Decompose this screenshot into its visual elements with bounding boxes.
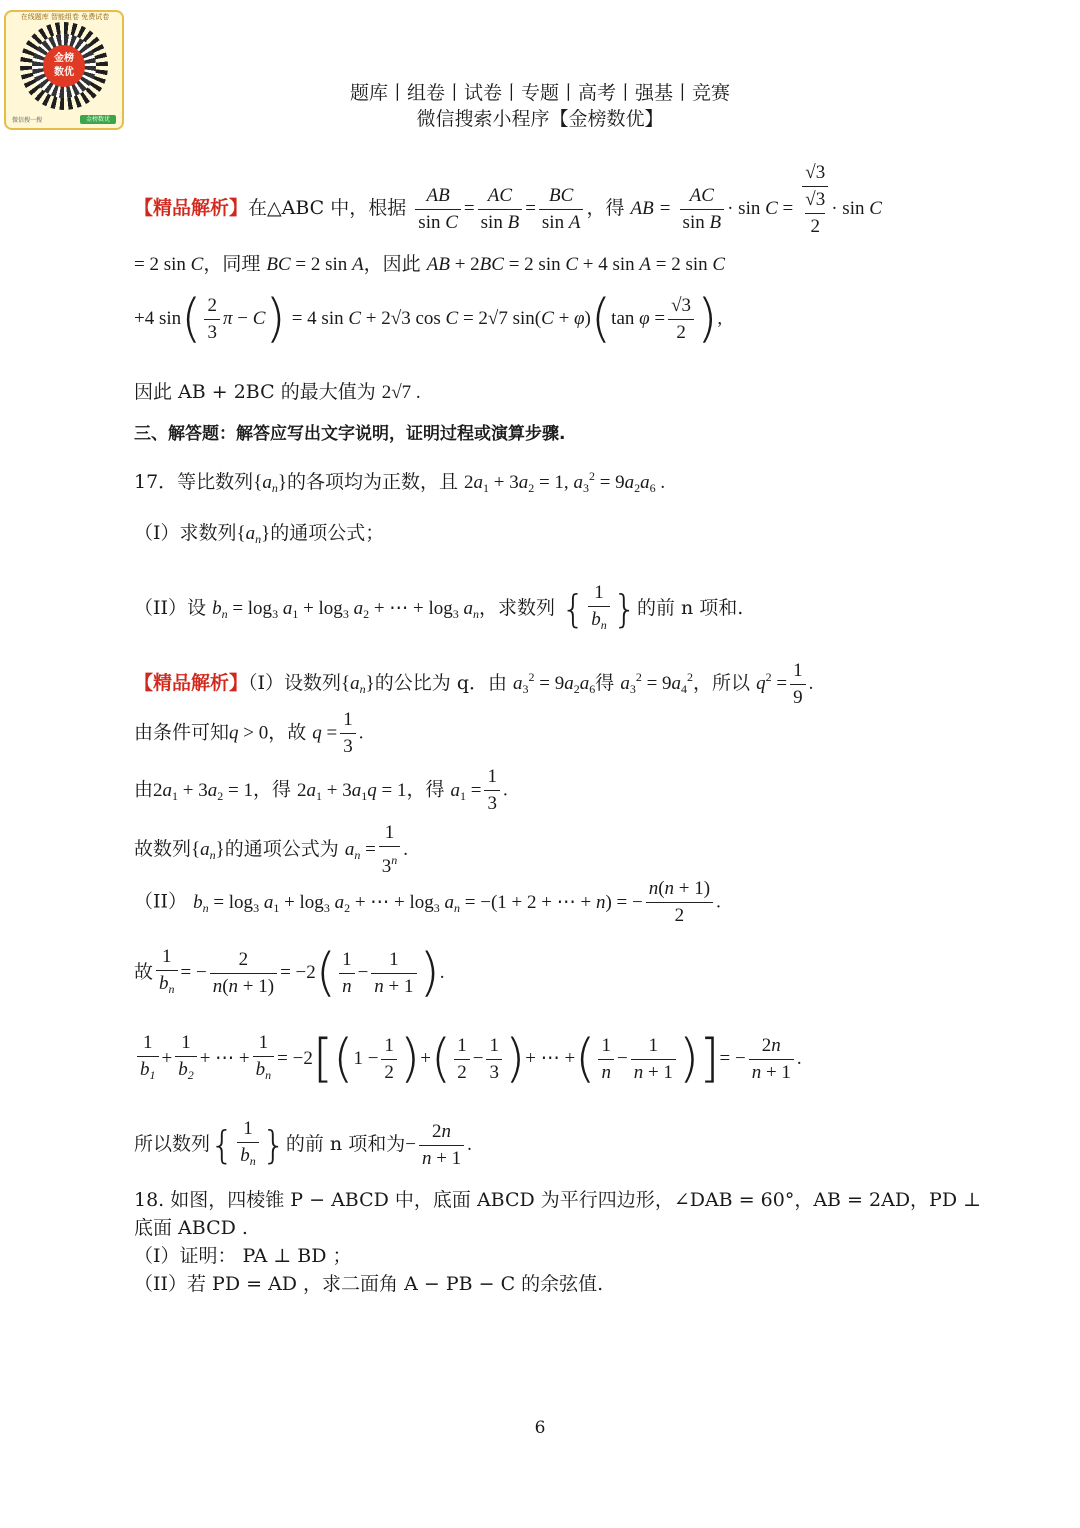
page-number: 6 bbox=[534, 1418, 546, 1438]
page-header bbox=[0, 80, 1080, 132]
sol17-line3: 由$2a_1 + 3a_2 = 1$，得 $2a_1 + 3a_1q = 1$，得 $a_1$ = $\frac{1}{3}$ . bbox=[134, 766, 508, 814]
sol17-gu-line: 故 $\frac{1}{b_n}$ = − $\frac{2}{n(n + 1)}$ = −2( $\frac{1}{n}$ − $\frac{1}{n + 1}$ ). bbox=[134, 943, 445, 1003]
q17-part1: （I）求数列$\{a_n\}$的通项公式； bbox=[134, 522, 385, 546]
sol16-line3: +4 sin( $\frac{2}{3}$ π − C) = 4 sin C + 2√3 cos C = 2√7 sin(C + φ)(tan φ = $\frac{√3}{2}$ ), bbox=[134, 289, 723, 349]
section3-heading: 三、解答题：解答应写出文字说明，证明过程或演算步骤. bbox=[134, 424, 566, 444]
badge-search-button: 金榜数优 bbox=[80, 115, 116, 124]
sol17-final: 所以数列{ $\frac{1}{b_n}$ }的前 n 项和为− $\frac{2n}{n + 1}$ . bbox=[134, 1118, 472, 1169]
header-subtitle: 微信搜索小程序【金榜数优】 bbox=[416, 108, 664, 130]
q18-line2: 底面 ABCD . bbox=[134, 1217, 248, 1239]
q17-stem: 17．等比数列$\{a_n\}$的各项均为正数，且 $2a_1 + 3a_2 = 1$, $a_3^2 = 9a_2a_6$ . bbox=[134, 469, 666, 495]
sol17-line1: 【精品解析】（I）设数列$\{a_n\}$的公比为 q．由 $a_3^2 = 9a_2a_6$得 $a_3^2 = 9a_4^2$，所以 $q^2$ = $\frac{1}{9}$ . bbox=[134, 659, 814, 708]
analysis-label: 【精品解析】 bbox=[134, 197, 249, 219]
sol16-conclusion: 因此 AB + 2BC 的最大值为 2√7 . bbox=[134, 381, 421, 403]
sol17-line4: 故数列$\{a_n\}$的通项公式为 $a_n$ = $\frac{1}{3^n}$ . bbox=[134, 822, 409, 877]
q17-part2: （II）设 $b_n = \log_3 a_1 + \log_3 a_2$ + ⋯ + $\log_3 a_n$，求数列 { $\frac{1}{b_n}$ }的前 n 项和. bbox=[134, 582, 744, 632]
header-nav: 题库丨组卷丨试卷丨专题丨高考丨强基丨竞赛 bbox=[349, 82, 730, 104]
q18-part1: （I）证明： PA ⊥ BD ； bbox=[134, 1245, 352, 1267]
badge-footer: 微信搜一搜 金榜数优 bbox=[12, 115, 116, 125]
q18-part2: （II）若 PD = AD ，求二面角 A − PB − C 的余弦值. bbox=[134, 1273, 604, 1295]
sol16-line1: 【精品解析】在△ABC 中，根据 $\frac{AB}{\text{sin C}}$ = $\frac{AC}{\text{sin B}}$ = $\frac{BC}{\text{sin A}}$ ，得 AB = $\frac{AC}{\text{sin B}}$ · sin C = √3 √3 2 · sin C bbox=[134, 162, 882, 237]
sol17-sum-line: $\frac{1}{b_1}$ + $\frac{1}{b_2}$ + ⋯ + $\frac{1}{b_n}$ = −2[(1 − $\frac{1}{2}$ )+( $\frac{1}{2}$ − $\frac{1}{3}$ )+ ⋯ +( $\frac{1}{n}$ − $\frac{1}{n + 1}$ )]= − $\frac{2n}{n + 1}$ . bbox=[134, 1030, 802, 1088]
badge-logo: 金榜 数优 bbox=[43, 45, 85, 87]
sol17-part2-line: （II） $b_n = \log_3 a_1 + \log_3 a_2$ + ⋯ + $\log_3 a_n = -(1 + 2$ + ⋯ + n) = − $\frac{n(n + 1)}{2}$ . bbox=[134, 878, 721, 926]
sol16-line2: = 2 sin C，同理 BC = 2 sin A，因此 AB + 2BC = 2 sin C + 4 sin A = 2 sin C bbox=[134, 253, 726, 275]
q18-line1: 18. 如图，四棱锥 P − ABCD 中，底面 ABCD 为平行四边形，∠DAB = 60°，AB = 2AD，PD ⊥ bbox=[134, 1189, 981, 1211]
sol17-line2: 由条件可知q > 0，故 q = $\frac{1}{3}$ . bbox=[134, 709, 364, 757]
badge-top-text: 在线题库 智能组卷 免费试卷 bbox=[20, 13, 110, 21]
